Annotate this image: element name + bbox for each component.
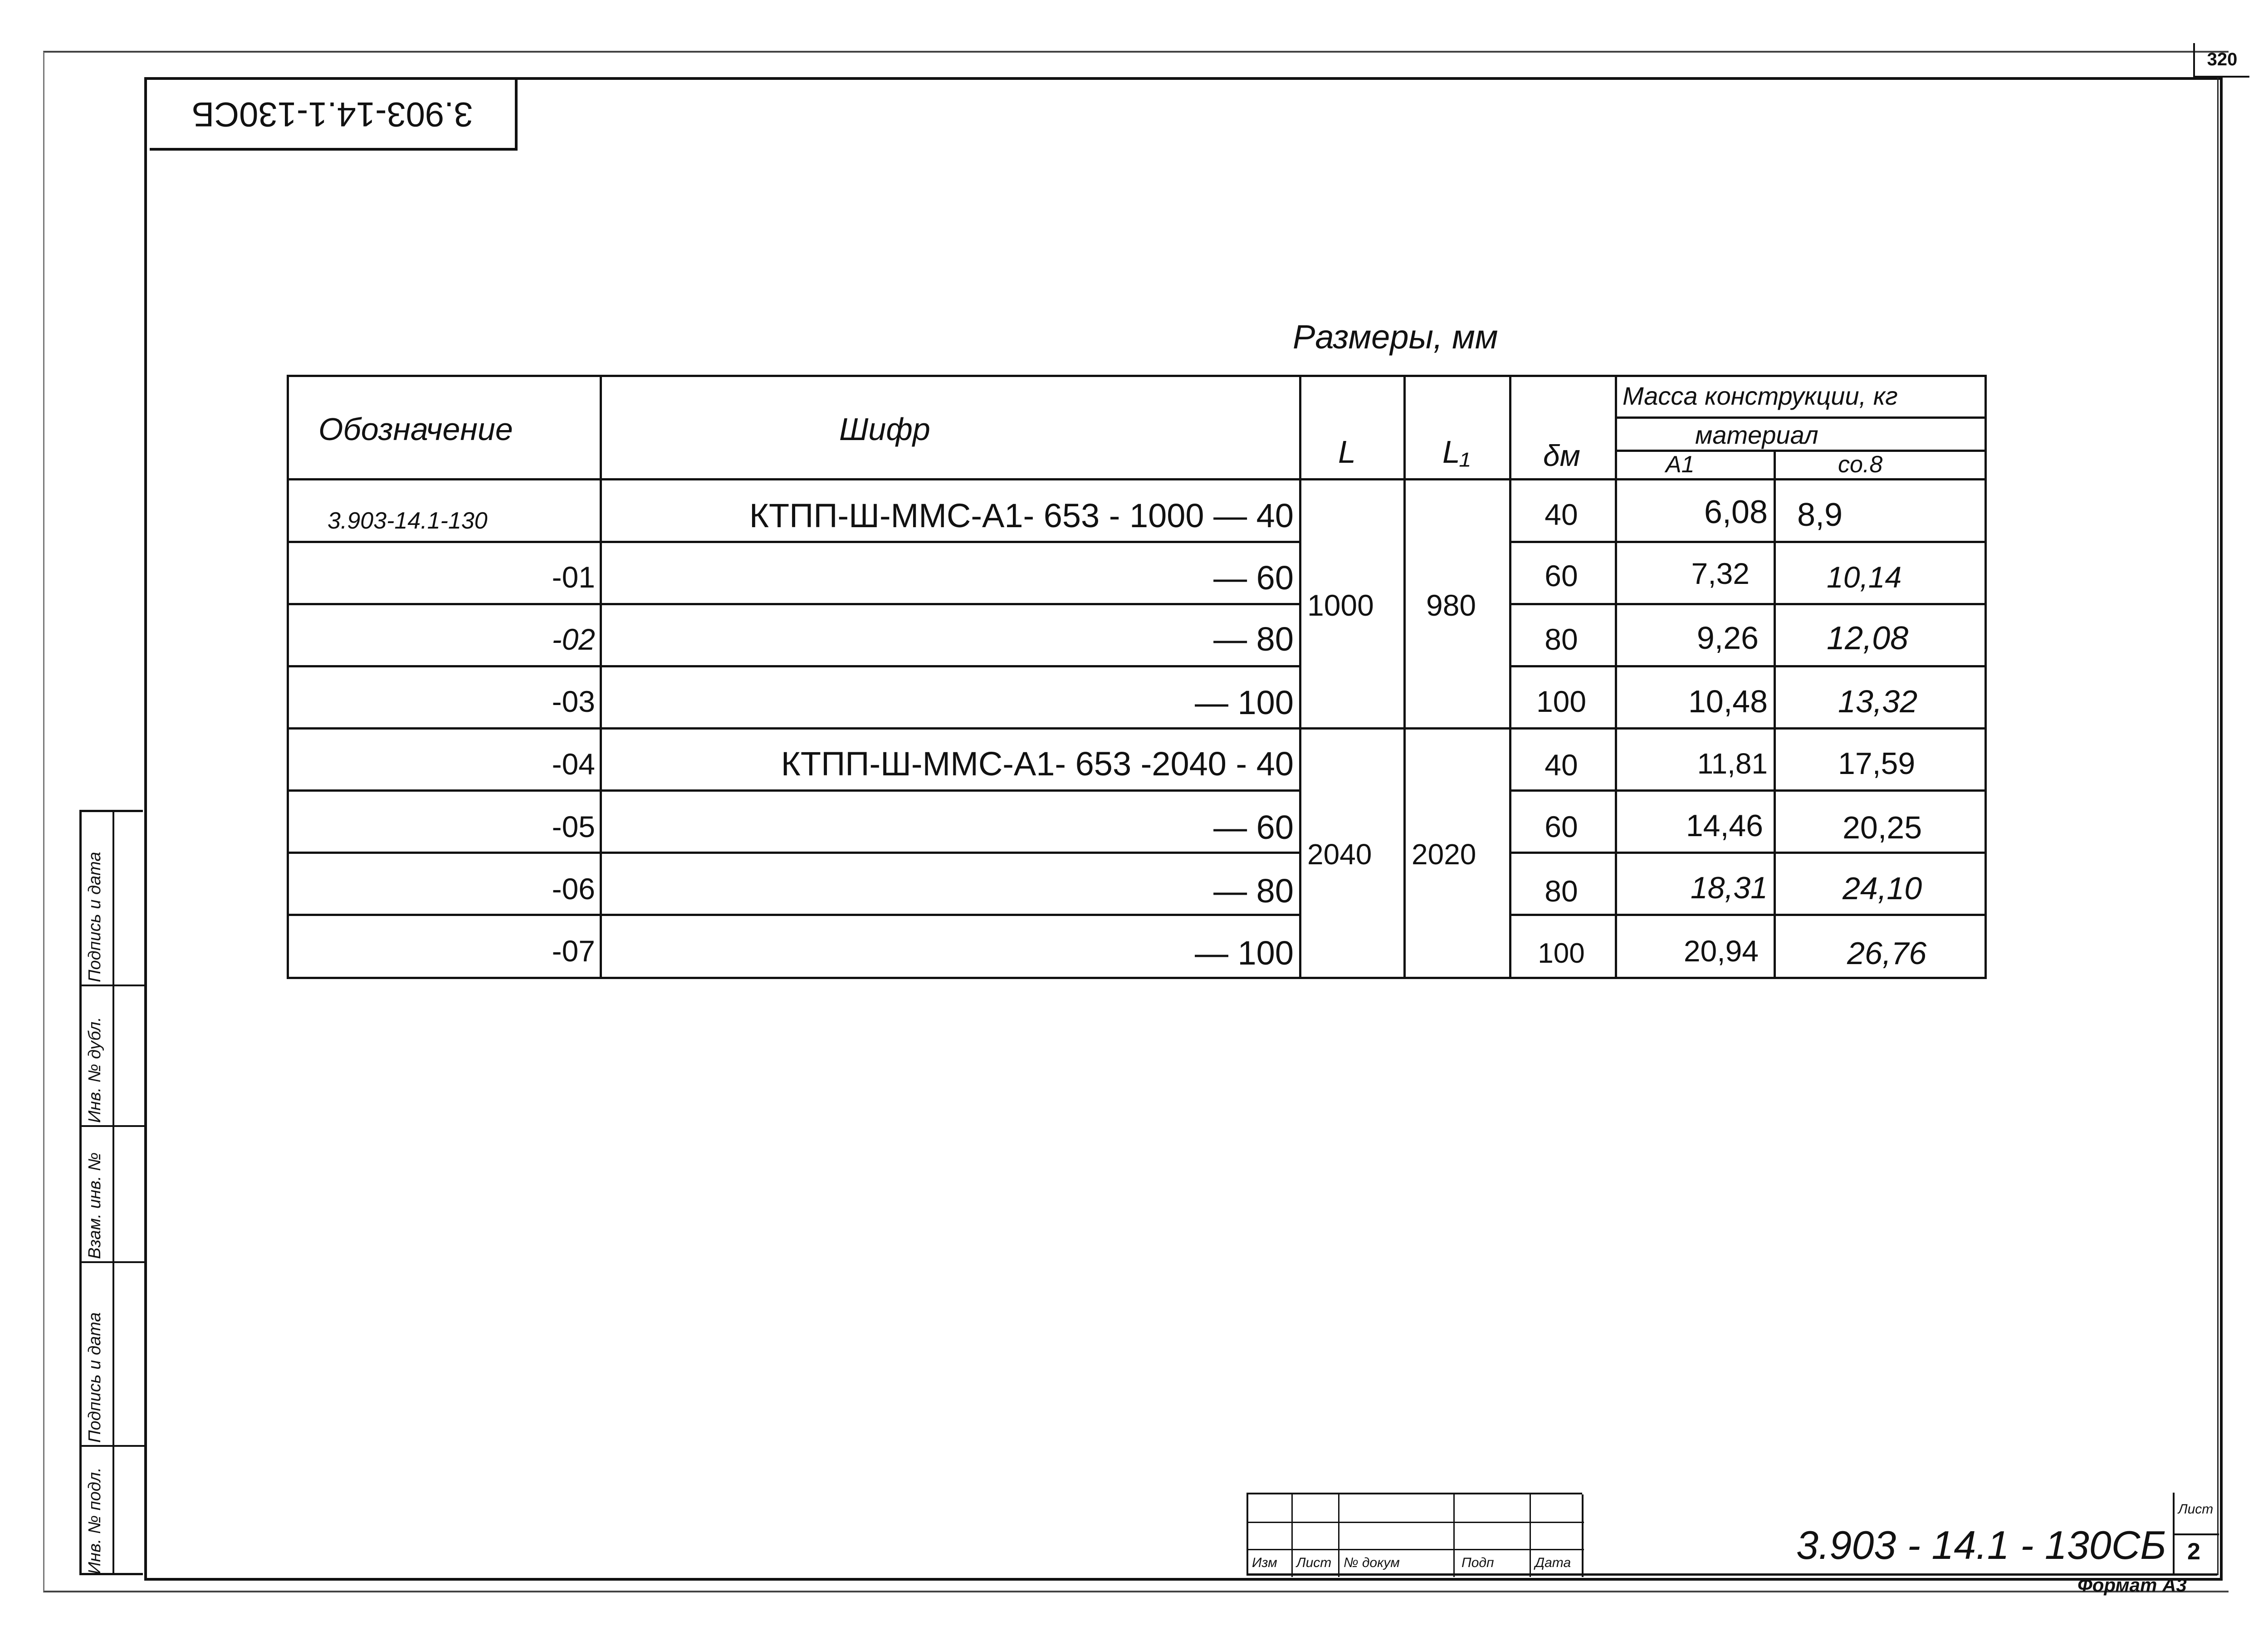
group1-L: 1000 bbox=[1307, 588, 1374, 622]
row-co8: 20,25 bbox=[1843, 810, 1922, 845]
side-strip-row-line bbox=[82, 985, 145, 986]
sheet-number: 320 bbox=[2193, 43, 2249, 78]
row-delta: 100 bbox=[1538, 938, 1585, 969]
row-code: — 60 bbox=[1213, 808, 1294, 846]
table-top-line bbox=[287, 375, 1987, 377]
header-L1: L₁ bbox=[1442, 434, 1471, 470]
col-line-2 bbox=[1299, 375, 1301, 979]
tb-col-line bbox=[1530, 1494, 1531, 1577]
side-label-inv-dubl: Инв. № дубл. bbox=[85, 1017, 104, 1123]
sheet-cell-line bbox=[2175, 1533, 2219, 1535]
group2-L1: 2020 bbox=[1412, 838, 1476, 871]
side-strip-row-line bbox=[82, 1261, 145, 1263]
row-delta: 40 bbox=[1545, 498, 1578, 531]
side-label-inv-podl: Инв. № подл. bbox=[85, 1467, 104, 1574]
row-line-7b bbox=[1509, 914, 1987, 916]
row-line-7a bbox=[287, 914, 1299, 916]
title-block-bottom-line bbox=[1246, 1573, 2217, 1576]
side-label-sign-date-1: Подпись и дата bbox=[85, 1312, 104, 1443]
tb-col-line bbox=[1291, 1494, 1293, 1577]
col-line-3 bbox=[1403, 375, 1406, 979]
mirrored-code-stamp bbox=[150, 80, 518, 151]
row-co8: 10,14 bbox=[1827, 560, 1902, 594]
table-bottom-line bbox=[287, 977, 1987, 979]
row-co8: 17,59 bbox=[1838, 746, 1916, 781]
side-strip-divider bbox=[112, 812, 114, 1573]
row-a1: 7,32 bbox=[1691, 557, 1750, 590]
row-designation: -06 bbox=[552, 872, 595, 906]
row-line-6b bbox=[1509, 852, 1987, 854]
row-line-1a bbox=[287, 541, 1299, 543]
row-a1: 14,46 bbox=[1686, 808, 1763, 843]
table-left-line bbox=[287, 375, 289, 979]
header-bottom-line bbox=[287, 478, 1987, 480]
sizes-caption: Размеры, мм bbox=[1293, 318, 1498, 356]
tb-col-line bbox=[1453, 1494, 1455, 1577]
row-designation: -02 bbox=[552, 622, 595, 656]
row-line-3a bbox=[287, 665, 1299, 667]
header-delta: δм bbox=[1543, 439, 1580, 472]
row-designation: -04 bbox=[552, 747, 595, 781]
header-L: L bbox=[1338, 434, 1356, 470]
side-strip-row-line bbox=[82, 1445, 145, 1447]
sheet-cell bbox=[2173, 1493, 2217, 1575]
row-co8: 13,32 bbox=[1838, 684, 1918, 719]
header-material: материал bbox=[1695, 421, 1818, 449]
header-mass: Масса конструкции, кг bbox=[1623, 382, 1898, 410]
table-right-line bbox=[1984, 375, 1987, 979]
col-line-5 bbox=[1615, 375, 1617, 979]
row-code: КТПП-Ш-ММС-А1- 653 - 1000 — 40 bbox=[749, 497, 1294, 534]
frame-right-line bbox=[2217, 77, 2219, 1575]
group1-L1: 980 bbox=[1426, 588, 1476, 622]
sheet-label: Лист bbox=[2178, 1502, 2214, 1517]
row-line-2b bbox=[1509, 603, 1987, 605]
tb-label-sign: Подп bbox=[1461, 1555, 1494, 1570]
row-delta: 60 bbox=[1545, 559, 1578, 593]
row-designation: -03 bbox=[552, 685, 595, 718]
row-line-2a bbox=[287, 603, 1299, 605]
row-designation: -05 bbox=[552, 810, 595, 843]
sheet-value: 2 bbox=[2187, 1538, 2200, 1565]
col-line-6 bbox=[1774, 450, 1776, 979]
mass-sub-line bbox=[1615, 416, 1987, 419]
row-code: — 100 bbox=[1194, 934, 1294, 972]
row-a1: 6,08 bbox=[1704, 494, 1768, 530]
tb-row-line bbox=[1248, 1549, 1584, 1550]
group2-L: 2040 bbox=[1307, 838, 1372, 871]
row-delta: 80 bbox=[1545, 874, 1578, 908]
header-designation: Обозначение bbox=[318, 411, 513, 447]
tb-label-doc: № докум bbox=[1344, 1555, 1400, 1570]
mirrored-code-text: 3.903-14.1-130СБ bbox=[191, 95, 473, 133]
tb-col-line bbox=[1338, 1494, 1339, 1577]
row-co8: 26,76 bbox=[1847, 936, 1927, 971]
row-designation: -07 bbox=[552, 934, 595, 968]
row-designation: 3.903-14.1-130 bbox=[327, 508, 488, 534]
row-co8: 24,10 bbox=[1843, 871, 1922, 906]
header-a1: А1 bbox=[1666, 451, 1695, 478]
specification-table bbox=[287, 375, 1987, 979]
row-co8: 8,9 bbox=[1797, 497, 1843, 533]
row-line-1b bbox=[1509, 541, 1987, 543]
side-strip-row-line bbox=[82, 1125, 145, 1127]
row-code: КТПП-Ш-ММС-А1- 653 -2040 - 40 bbox=[781, 745, 1294, 783]
row-co8: 12,08 bbox=[1827, 620, 1909, 656]
header-code: Шифр bbox=[839, 411, 930, 447]
tb-label-list: Лист bbox=[1296, 1555, 1332, 1570]
document-code: 3.903 - 14.1 - 130СБ bbox=[1796, 1523, 2166, 1567]
row-code: — 80 bbox=[1213, 872, 1294, 910]
side-label-vzam-inv: Взам. инв. № bbox=[85, 1152, 104, 1259]
row-delta: 40 bbox=[1545, 748, 1578, 782]
row-code: — 60 bbox=[1213, 559, 1294, 597]
row-delta: 80 bbox=[1545, 622, 1578, 656]
tb-col-line bbox=[1582, 1494, 1584, 1577]
row-line-5a bbox=[287, 789, 1299, 792]
row-code: — 100 bbox=[1194, 684, 1294, 721]
tb-label-izm: Изм bbox=[1252, 1555, 1277, 1570]
row-a1: 10,48 bbox=[1688, 684, 1768, 719]
row-line-6a bbox=[287, 852, 1299, 854]
row-a1: 9,26 bbox=[1696, 620, 1759, 656]
row-designation: -01 bbox=[552, 560, 595, 594]
row-delta: 60 bbox=[1545, 810, 1578, 843]
row-a1: 18,31 bbox=[1690, 871, 1768, 905]
row-delta: 100 bbox=[1536, 685, 1587, 718]
row-line-5b bbox=[1509, 789, 1987, 792]
row-line-3b bbox=[1509, 665, 1987, 667]
tb-row-line bbox=[1248, 1522, 1584, 1523]
header-co8: со.8 bbox=[1838, 451, 1883, 478]
title-block-revision-grid bbox=[1246, 1493, 1582, 1575]
col-line-1 bbox=[600, 375, 602, 979]
side-label-sign-date-2: Подпись и дата bbox=[85, 852, 104, 982]
row-a1: 20,94 bbox=[1683, 934, 1759, 968]
group-divider bbox=[287, 727, 1987, 730]
tb-label-date: Дата bbox=[1535, 1555, 1571, 1570]
format-label: Формат А3 bbox=[2077, 1574, 2187, 1596]
row-a1: 11,81 bbox=[1697, 747, 1768, 780]
row-code: — 80 bbox=[1213, 620, 1294, 658]
side-stamp-strip bbox=[79, 810, 143, 1575]
